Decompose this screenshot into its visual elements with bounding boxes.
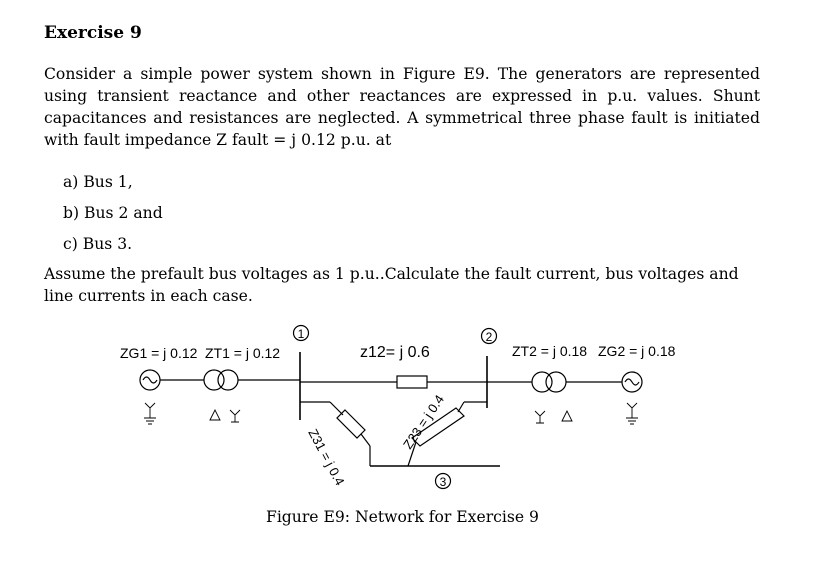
generator-2-sine-icon bbox=[625, 379, 639, 385]
bus-3-number: 3 bbox=[439, 475, 447, 489]
t2-wye-delta-icon bbox=[535, 411, 572, 423]
label-zt1: ZT1 = j 0.12 bbox=[205, 345, 281, 361]
bus-1-number: 1 bbox=[297, 327, 305, 341]
part-b: b) Bus 2 and bbox=[63, 204, 163, 222]
exercise-title: Exercise 9 bbox=[44, 23, 142, 43]
impedance-z31 bbox=[337, 410, 365, 438]
line-31-bottom bbox=[361, 434, 370, 446]
assumption-paragraph: Assume the prefault bus voltages as 1 p.u..Calculate the fault current, bus voltages and line currents in each case. bbox=[44, 265, 739, 305]
generator-1-sine-icon bbox=[143, 377, 157, 383]
label-zg2: ZG2 = j 0.18 bbox=[598, 343, 676, 359]
label-z23: Z23 = j 0.4 bbox=[400, 392, 448, 452]
bus-2-number: 2 bbox=[485, 330, 493, 344]
g2-ground-icon bbox=[626, 403, 638, 424]
part-a: a) Bus 1, bbox=[63, 173, 133, 191]
transformer-1-secondary bbox=[218, 370, 238, 390]
line-31-top bbox=[330, 402, 343, 415]
part-c: c) Bus 3. bbox=[63, 235, 133, 253]
label-z12: z12= j 0.6 bbox=[360, 344, 430, 361]
transformer-2-secondary bbox=[546, 372, 566, 392]
g1-ground-icon bbox=[144, 403, 156, 424]
label-z31: Z31 = j 0.4 bbox=[305, 426, 348, 488]
figure-caption: Figure E9: Network for Exercise 9 bbox=[266, 508, 539, 526]
t1-delta-wye-icon bbox=[210, 410, 240, 422]
label-zt2: ZT2 = j 0.18 bbox=[512, 343, 588, 359]
problem-statement: Consider a simple power system shown in Figure E9. The generators are represented using transient reactance and other reactances are expressed in p.u. values. Shunt capacitances and resistances are neglected. A symmetrical three phase fault is initiated with fault impedance Z fault = j 0.12 p.u. at bbox=[44, 65, 760, 149]
label-zg1: ZG1 = j 0.12 bbox=[120, 345, 198, 361]
impedance-z12 bbox=[397, 376, 427, 388]
